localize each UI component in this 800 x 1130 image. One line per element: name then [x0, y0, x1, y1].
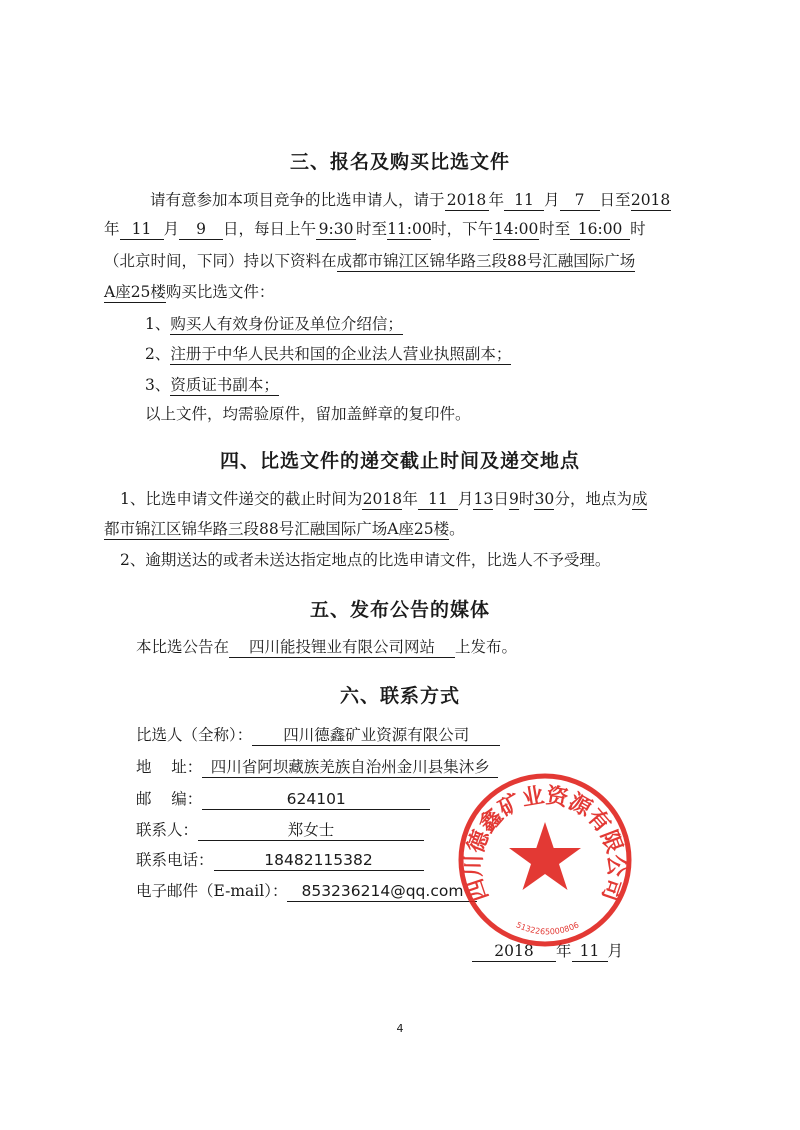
deadline-month: 11 [418, 492, 458, 510]
date-year: 2018 [472, 944, 556, 962]
sec4-deadline-line-2: 都市锦江区锦华路三段88号汇融国际广场A座25楼。 [104, 520, 465, 538]
sec5-text: 本比选公告在 四川能投锂业有限公司网站 上发布。 [136, 638, 518, 656]
sec4-deadline-line-1: 1、比选申请文件递交的截止时间为2018年 11 月13日9时30分，地点为成 [120, 490, 648, 508]
list-item: 3、资质证书副本； [145, 376, 279, 394]
contact-value: 624101 [202, 792, 430, 810]
sec3-paragraph-line-3: （北京时间，下同）持以下资料在成都市锦江区锦华路三段88号汇融国际广场 [104, 252, 636, 270]
deadline-minute: 30 [534, 490, 555, 508]
section-6-heading: 六、联系方式 [339, 685, 460, 707]
contact-label: 联系人： [136, 821, 199, 839]
contact-value: 郑女士 [198, 823, 424, 841]
sec3-paragraph-line-4: A座25楼购买比选文件： [104, 283, 275, 301]
section-4-heading: 四、比选文件的递交截止时间及递交地点 [219, 450, 580, 472]
contact-value: 四川省阿坝藏族羌族自治州金川县集沐乡 [202, 760, 498, 778]
purchase-address-floor: A座25楼 [104, 283, 166, 301]
am-start: 9:30 [316, 222, 356, 240]
list-item: 1、购买人有效身份证及单位介绍信； [145, 315, 403, 333]
sec3-paragraph-line-2: 年 11 月 9 日，每日上午 9:30 时至11:00时，下午14:00时至 16:00 时 [104, 220, 646, 238]
pm-start: 14:00 [493, 220, 539, 238]
signature-date: 2018 年 11 月 [472, 944, 623, 962]
contact-row [136, 853, 424, 871]
start-day: 7 [560, 193, 600, 211]
seal-code: 5132265000806 [514, 920, 581, 937]
contact-row [136, 792, 430, 810]
end-year: 2018 [630, 191, 671, 209]
contact-value: 18482115382 [214, 853, 424, 871]
end-day: 9 [179, 222, 223, 240]
pm-end: 16:00 [570, 222, 630, 240]
contact-label: 联系电话： [136, 851, 214, 869]
section-3-heading: 三、报名及购买比选文件 [289, 151, 510, 173]
publish-site: 四川能投锂业有限公司网站 [229, 640, 455, 658]
contact-label: 比选人（全称）： [136, 726, 253, 744]
purchase-address: 成都市锦江区锦华路三段88号汇融国际广场 [336, 252, 636, 270]
am-end: 11:00 [387, 220, 432, 238]
contact-value: 853236214@qq.com [287, 884, 477, 902]
list-item: 2、注册于中华人民共和国的企业法人营业执照副本； [145, 345, 512, 363]
sec3-paragraph-line-1: 请有意参加本项目竞争的比选申请人，请于 2018 年 11 月 7 日至2018 [150, 191, 671, 209]
contact-row [136, 884, 477, 902]
section-5-heading: 五、发布公告的媒体 [309, 599, 490, 621]
seal-name: 四川德鑫矿业资源有限公司 [461, 783, 629, 905]
deadline-hour: 9 [508, 490, 519, 508]
company-seal [455, 770, 635, 950]
deadline-day: 13 [473, 490, 494, 508]
start-year: 2018 [445, 193, 489, 211]
sec3-note: 以上文件，均需验原件，留加盖鲜章的复印件。 [145, 405, 471, 423]
star-icon [509, 822, 581, 890]
contact-label: 电子邮件（E-mail）： [136, 882, 288, 900]
date-month: 11 [572, 944, 608, 962]
sec4-late-notice: 2、逾期送达的或者未送达指定地点的比选申请文件，比选人不予受理。 [120, 551, 611, 569]
start-month: 11 [504, 193, 544, 211]
page-number: 4 [396, 1022, 404, 1035]
contact-label: 地 址： [136, 758, 203, 776]
end-month: 11 [120, 222, 164, 240]
contact-label: 邮 编： [136, 790, 203, 808]
contact-row [136, 823, 424, 841]
submission-address: 都市锦江区锦华路三段88号汇融国际广场A座25楼 [104, 520, 450, 538]
contact-value: 四川德鑫矿业资源有限公司 [252, 728, 500, 746]
contact-row [136, 728, 500, 746]
deadline-year: 2018 [362, 490, 403, 508]
contact-row [136, 760, 498, 778]
